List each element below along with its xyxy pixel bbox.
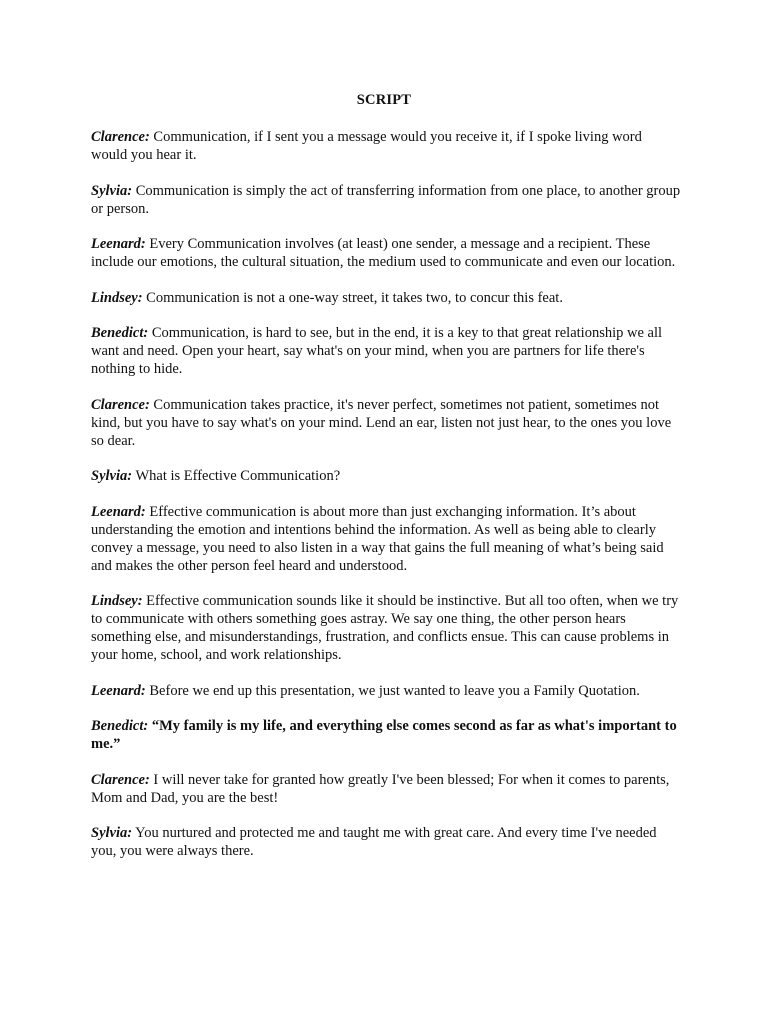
speaker-name: Benedict: — [91, 718, 149, 734]
speaker-name: Leenard: — [91, 682, 146, 699]
dialogue-text: What is Effective Communication? — [135, 468, 341, 484]
speaker-name: Sylvia: — [91, 468, 133, 484]
speaker-name: Benedict: — [91, 325, 149, 341]
speaker-name: Sylvia: — [91, 825, 133, 841]
document-title: SCRIPT — [356, 92, 412, 108]
dialogue-text: Communication takes practice, it's never perfect, sometimes not patient, sometimes not kind, but you have to say what's on your mind. Lend an ear, listen not just hear, to the ones you love so dear. — [91, 396, 672, 449]
dialogue-text: Effective communication sounds like it should be instinctive. But all too often, when we try to communicate with others something goes astray. We say one thing, the other person hears something else, and misunderstandings, frustration, and conflicts ensue. This can cause problems in your home, school, and work relationships. — [91, 593, 679, 663]
dialogue-text: You nurtured and protected me and taught me with great care. And every time I've needed you, you were always there. — [91, 825, 657, 859]
speaker-name: Leenard: — [91, 503, 146, 520]
dialogue-text: Communication is simply the act of transferring information from one place, to another group or person. — [91, 182, 681, 217]
script-paragraph — [91, 396, 681, 450]
speaker-name: Clarence: — [91, 396, 150, 413]
dialogue-text: Every Communication involves (at least) one sender, a message and a recipient. These include our emotions, the cultural situation, the medium used to communicate and even our location. — [91, 236, 676, 270]
speaker-name: Clarence: — [91, 129, 150, 145]
script-paragraph — [91, 182, 681, 218]
script-paragraph — [91, 503, 681, 575]
dialogue-text: Before we end up this presentation, we just wanted to leave you a Family Quotation. — [149, 682, 640, 699]
script-paragraph — [91, 771, 681, 807]
script-paragraph — [91, 824, 681, 860]
script-paragraph — [91, 717, 681, 753]
dialogue-text: Communication, if I sent you a message would you receive it, if I spoke living word would you hear it. — [91, 129, 642, 163]
speaker-name: Lindsey: — [91, 593, 143, 609]
speaker-name: Clarence: — [91, 771, 150, 788]
speaker-name: Lindsey: — [91, 289, 143, 306]
dialogue-text: I will never take for granted how greatly I've been blessed; For when it comes to parents, Mom and Dad, you are the best! — [91, 771, 670, 806]
family-quotation: “My family is my life, and everything else comes second as far as what's important to me.” — [91, 718, 677, 752]
script-paragraph — [91, 592, 681, 664]
script-paragraph — [91, 682, 681, 700]
script-paragraph — [91, 128, 681, 164]
dialogue-text: Effective communication is about more than just exchanging information. It’s about understanding the emotion and intentions behind the information. As well as being able to clearly convey a message, you need to also listen in a way that gains the full meaning of what’s being said and makes the other person feel heard and understood. — [91, 503, 664, 574]
speaker-name: Sylvia: — [91, 182, 133, 199]
script-paragraph — [91, 467, 681, 485]
script-paragraph — [91, 235, 681, 271]
script-paragraph — [91, 289, 681, 307]
speaker-name: Leenard: — [91, 236, 146, 252]
script-body — [91, 128, 681, 878]
dialogue-text: Communication, is hard to see, but in the end, it is a key to that great relationship we all want and need. Open your heart, say what's on your mind, when you are partners for life there's nothing to hide. — [91, 325, 663, 377]
script-paragraph — [91, 324, 681, 378]
dialogue-text: Communication is not a one-way street, it takes two, to concur this feat. — [146, 289, 563, 306]
